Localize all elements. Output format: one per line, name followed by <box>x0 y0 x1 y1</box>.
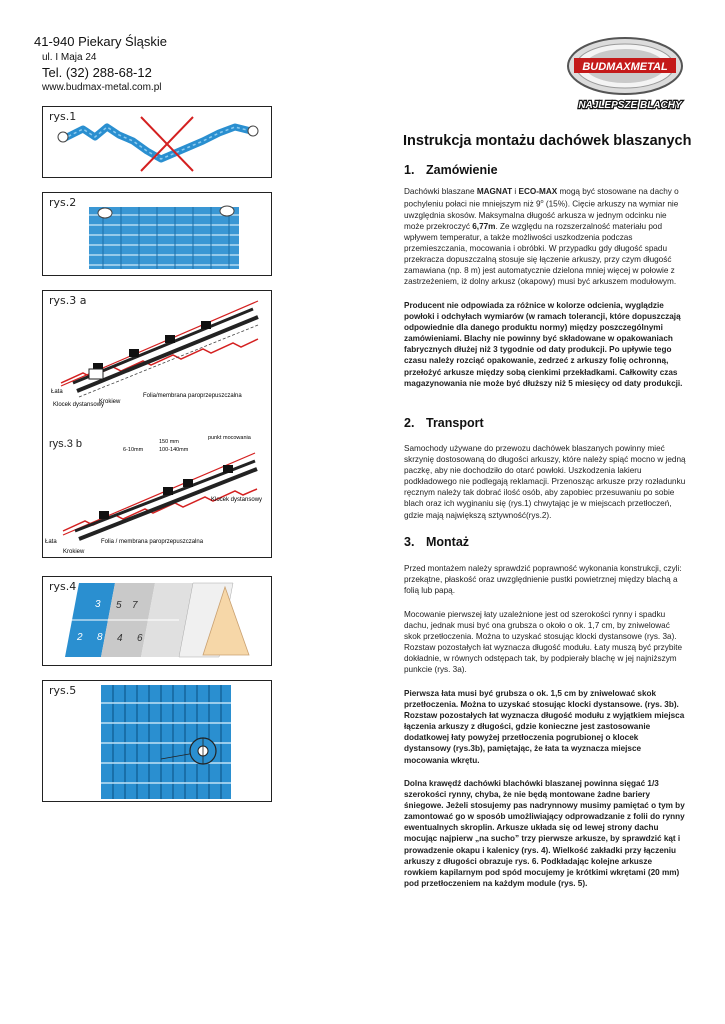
figure-label: rys.2 <box>49 196 77 209</box>
label-folia: Folia/membrana paroprzepuszczalna <box>143 393 242 399</box>
screw-fixing-illustration <box>43 681 271 801</box>
section-1-paragraph-2: Producent nie odpowiada za różnice w kolorze odcienia, wyglądzie powłoki i odchyłach wymiarów (w ramach tolerancji, które dopuszczają odpowiednie dla danego produktu normy) między poszczególnymi zamówieniami. Blachy nie powinny być składowane w opakowaniach fabrycznych dłużej niż 3 tygodnie od daty produkcji. Po upływie tego czasu należy rozciąć opakowanie, zedrzeć z arkuszy folię ochronną, przełożyć arkusze między sobą cienkimi przekładkami. Całkowity czas magazynowania nie może być dłuższy niż 5 miesięcy od daty produkcji. <box>404 301 683 388</box>
figure-label: rys.3 a <box>49 294 87 307</box>
company-city: 41-940 Piekary Śląskie <box>34 34 167 49</box>
sheet-carry-illustration <box>43 193 271 275</box>
svg-text:BUDMAXMETAL: BUDMAXMETAL <box>582 61 668 73</box>
svg-text:NAJLEPSZE BLACHY: NAJLEPSZE BLACHY <box>578 100 682 111</box>
figure-rys2 <box>42 192 272 276</box>
label-dim3: 100-140mm <box>159 447 189 453</box>
sheet-number: 4 <box>117 633 123 644</box>
sheet-number: 8 <box>97 632 103 643</box>
document-title: Instrukcja montażu dachówek blaszanych <box>403 133 692 149</box>
figure-label: rys.5 <box>49 684 77 697</box>
label-dim1: 150 mm <box>159 439 179 445</box>
label-dim2: 6-10mm <box>123 447 144 453</box>
label-folia-b: Folia / membrana paroprzepuszczalna <box>101 539 204 545</box>
figure-label: rys.4 <box>49 580 77 593</box>
section-3-paragraph-1: Przed montażem należy sprawdzić poprawność wykonania konstrukcji, czyli: przekątne, płaskość oraz uwzględnienie pustki powietrznej między blachą a folią lub papą. <box>404 564 682 596</box>
section-2-paragraph-1: Samochody używane do przewozu dachówek blaszanych powinny mieć skrzynię dostosowaną do długości arkuszy, które należy spiąć mocno w jedną paczkę, aby nie dochodziło do otarć powłoki. Uszkodzenia lakieru podkładowego nie podlegają reklamacji. Przenosząc arkusze przy rozładunku ręcznym należy tak dobrać ilość osób, aby zapobiec przesuwaniu po sobie blach oraz ich wyginaniu się (rys.1) chwytając je w miejscach przetłoczeń, gdzie mają największą sztywność(rys.2). <box>404 444 686 520</box>
figure-label-3b: rys.3 b <box>49 438 83 450</box>
logo-graphic <box>562 36 692 114</box>
sheet-number: 2 <box>77 632 83 643</box>
company-street: ul. I Maja 24 <box>42 52 97 63</box>
figure-rys1 <box>42 106 272 178</box>
figure-rys4 <box>42 576 272 666</box>
figure-rys3 <box>42 290 272 558</box>
section-heading-installation: 3. Montaż <box>404 535 470 549</box>
label-punkt: punkt mocowania <box>208 435 251 441</box>
sheet-number: 7 <box>132 600 138 611</box>
sheet-number: 6 <box>137 633 143 644</box>
section-heading-order: 1. Zamówienie <box>404 163 498 177</box>
section-3-paragraph-3: Pierwsza łata musi być grubsza o ok. 1,5 cm by zniwelować skok przetłoczenia. Można to uzyskać stosując klocki dystansowe. (rys. 3b). Rozstaw pozostałych łat wyznacza długość modułu z wyjątkiem miejsca łączenia arkuszy z długości, gdzie konieczne jest zastosowanie dodatkowej łaty powyżej przetłoczenia pogrubionej o klocek dystansowy (rys.3b), pamiętając, że łata ta wyznacza miejsce mocowania wkrętu. <box>404 689 685 765</box>
sheet-number: 3 <box>95 599 101 610</box>
sheet-order-illustration <box>43 577 271 665</box>
section-3-paragraph-4: Dolna krawędź dachówki blachówki blaszanej powinna sięgać 1/3 szerokości rynny, chyba, że nie będą montowane żadne bariery śniegowe. Jeżeli stosujemy pas nadrynnowy musimy pamiętać o tym by zamontować go w sposób umożliwiający odprowadzanie z folii do rynny ewentualnych skroplin. Arkusze układa się od lewej strony dachu mocując najpierw „na sucho” trzy pierwsze arkusze, by sprawdzić kąt i prowadzenie okapu i kalenicy (rys. 4). Wielkość zakładki przy łączeniu arkuszy z długości obrazuje rys. 6. Podkładając kolejne arkusze rowkiem kapilarnym pod spód mocujemy je krótkimi wkrętami (20 mm) pod przetłoczeniem na każdym module (rys. 5). <box>404 779 685 888</box>
label-lata: Łata <box>51 389 63 395</box>
section-1-paragraph-1: Dachówki blaszane MAGNAT i ECO-MAX mogą być stosowane na dachy o pochyleniu połaci nie mniejszym niż 9$^o$ (15%). Cięcie arkuszy na wymiar nie uwzględnia skosów. Maksymalna długość arkusza w jednym odcinku nie może przekroczyć 6,77m. Ze względu na rozszerzalność materiału pod wpływem temperatur, a także możliwości uszkodzenia podczas przemieszczania, mocowania i obróbki. W przypadku gdy długość spadu przekracza dopuszczalną stosuje się łączenie arkuszy, przy czym długość zamawiana (np. 8 m) jest automatycznie dzielona mniej więcej w połowie z zastrzeżeniem, iż dolny arkusz (okapowy) musi być arkuszem modułowym. <box>404 187 679 287</box>
company-phone: Tel. (32) 288-68-12 <box>42 65 152 80</box>
bent-sheet-illustration <box>43 107 271 177</box>
company-website: www.budmax-metal.com.pl <box>42 82 162 93</box>
label-klocek: Klocek dystansowy <box>53 402 105 408</box>
section-3-paragraph-2: Mocowanie pierwszej łaty uzależnione jest od szerokości rynny i spadku dachu, jednak musi być ona grubsza o około o ok. 1,7 cm, by zniwelować skok przetłoczenia. Można to uzyskać stosując klocki dystansowe (rys. 3a). Rozstaw pozostałych łat wyznacza długość modułu. Łaty muszą być przybite dokładnie, w równych odstępach tak, by podpierały blachę w jej najniższym punkcie (rys. 3a). <box>404 610 683 675</box>
label-krokiew: Krokiew <box>99 399 121 405</box>
label-lata-b: Łata <box>45 539 57 545</box>
figure-rys5 <box>42 680 272 802</box>
company-logo <box>562 36 692 114</box>
figure-label: rys.1 <box>49 110 77 123</box>
section-heading-transport: 2. Transport <box>404 416 484 430</box>
sheet-number: 5 <box>116 600 122 611</box>
label-klocek-b: Klocek dystansowy <box>211 497 263 503</box>
roof-section-3b <box>43 431 271 557</box>
label-krokiew-b: Krokiew <box>63 549 85 555</box>
